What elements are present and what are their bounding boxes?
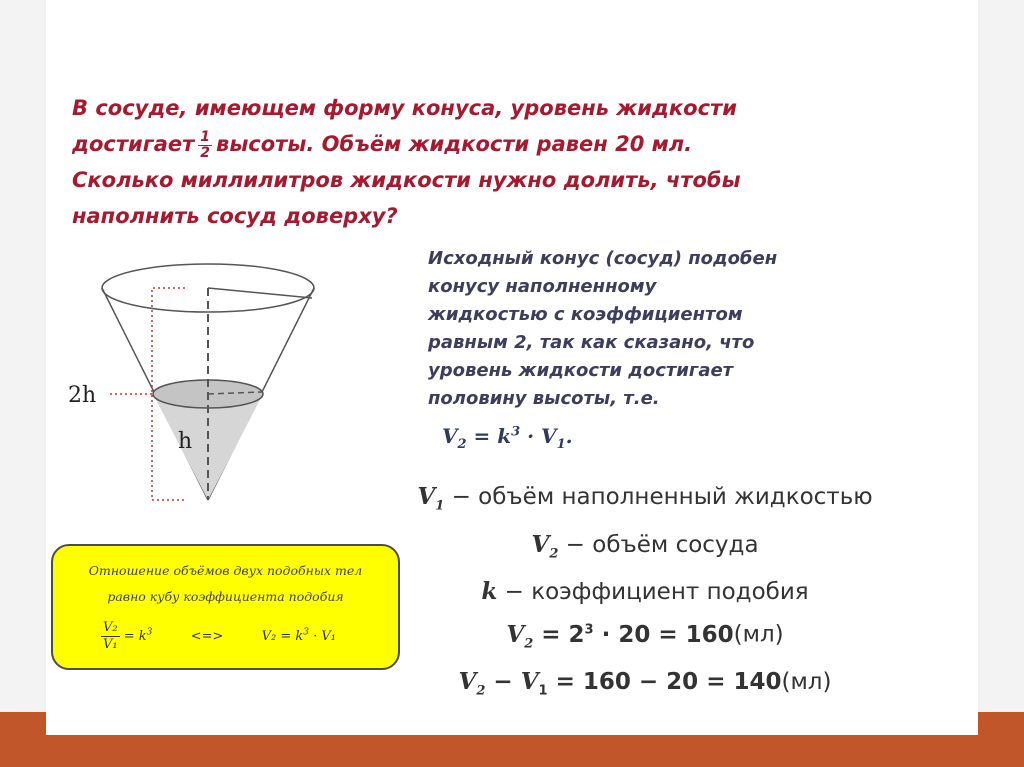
rule-fraction-den: V₁: [103, 637, 118, 652]
explanation-line-6: половину высоты, т.е.: [428, 388, 660, 409]
label-h: h: [178, 429, 193, 454]
problem-line-3: Сколько миллилитров жидкости нужно долить, чтобы: [72, 168, 741, 192]
calculation-difference: [360, 663, 930, 711]
rule-line-2: равно кубу коэффициента подобия: [107, 589, 344, 604]
calc2-unit: (мл): [781, 669, 832, 696]
calc1-pow: 3: [584, 622, 594, 638]
def-v1-symbol: V: [417, 483, 436, 510]
calc2-mid: − V: [485, 668, 539, 696]
def-v2-text: − объём сосуда: [558, 531, 759, 558]
rule-pow: 3: [146, 627, 153, 638]
definition-k: [360, 573, 930, 611]
volume-ratio-formula: [442, 424, 573, 452]
formula-eq: = k: [466, 424, 512, 448]
similarity-rule-box: [51, 544, 400, 670]
rule-fraction: [101, 620, 120, 653]
explanation-line-2: конусу наполненному: [428, 276, 657, 297]
formula-end: .: [565, 424, 573, 448]
formula-sub-2: 2: [457, 437, 467, 452]
definitions-block: [360, 478, 930, 711]
explanation-line-1: Исходный конус (сосуд) подобен: [428, 248, 778, 269]
rule-equivalence-arrow: <=>: [190, 629, 224, 644]
explanation-text: [428, 245, 868, 413]
problem-line-2-start: достигает: [72, 132, 195, 156]
explanation-line-3: жидкостью с коэффициентом: [428, 304, 743, 325]
definition-v2: [360, 526, 930, 574]
calc2-symbol: V: [458, 668, 477, 696]
calc2-sub-2: 1: [538, 684, 548, 700]
calc1-rest: · 20 = 160: [593, 621, 734, 648]
def-v1-sub: 1: [435, 498, 445, 514]
formula-sub-1: 1: [556, 437, 566, 452]
rule-fraction-num: V₂: [103, 620, 118, 635]
def-k-text: − коэффициент подобия: [497, 579, 809, 606]
problem-line-4: наполнить сосуд доверху?: [72, 204, 398, 228]
calc2-rest: = 160 − 20 = 140: [547, 669, 782, 696]
rule-eq: = k: [123, 629, 147, 644]
fraction-numerator: 1: [200, 128, 211, 145]
rule-formula: [101, 620, 381, 653]
def-v1-text: − объём наполненный жидкостью: [444, 484, 873, 510]
def-k-symbol: k: [481, 578, 498, 606]
label-2h: 2h: [68, 383, 97, 408]
calc1-eq: = 2: [533, 621, 585, 648]
calc1-unit: (мл): [733, 621, 784, 648]
explanation-line-4: равным 2, так как сказано, что: [428, 332, 755, 353]
rule-text: [53, 558, 398, 610]
rule-line-1: Отношение объёмов двух подобных тел: [88, 563, 363, 578]
problem-line-1: В сосуде, имеющем форму конуса, уровень жидкости: [72, 96, 737, 120]
definition-v1: [360, 478, 930, 526]
formula-v: V: [442, 424, 458, 448]
explanation-line-5: уровень жидкости достигает: [428, 360, 734, 381]
formula-dot-v: · V: [520, 424, 557, 448]
rule-right-pow: 3: [303, 627, 310, 638]
calc2-sub: 2: [476, 684, 486, 700]
problem-line-2-end: высоты. Объём жидкости равен 20 мл.: [216, 132, 693, 156]
fraction-denominator: 2: [200, 144, 211, 161]
top-radius-line: [208, 288, 312, 298]
calculation-v2: [360, 611, 930, 663]
def-v2-sub: 2: [549, 546, 559, 562]
calc1-symbol: V: [506, 620, 525, 648]
rule-right-side: V₂ = k: [261, 629, 304, 644]
calc1-sub: 2: [524, 636, 534, 652]
rule-right-end: · V₁: [309, 629, 337, 644]
def-v2-symbol: V: [531, 530, 550, 558]
formula-pow-3: 3: [511, 424, 521, 440]
